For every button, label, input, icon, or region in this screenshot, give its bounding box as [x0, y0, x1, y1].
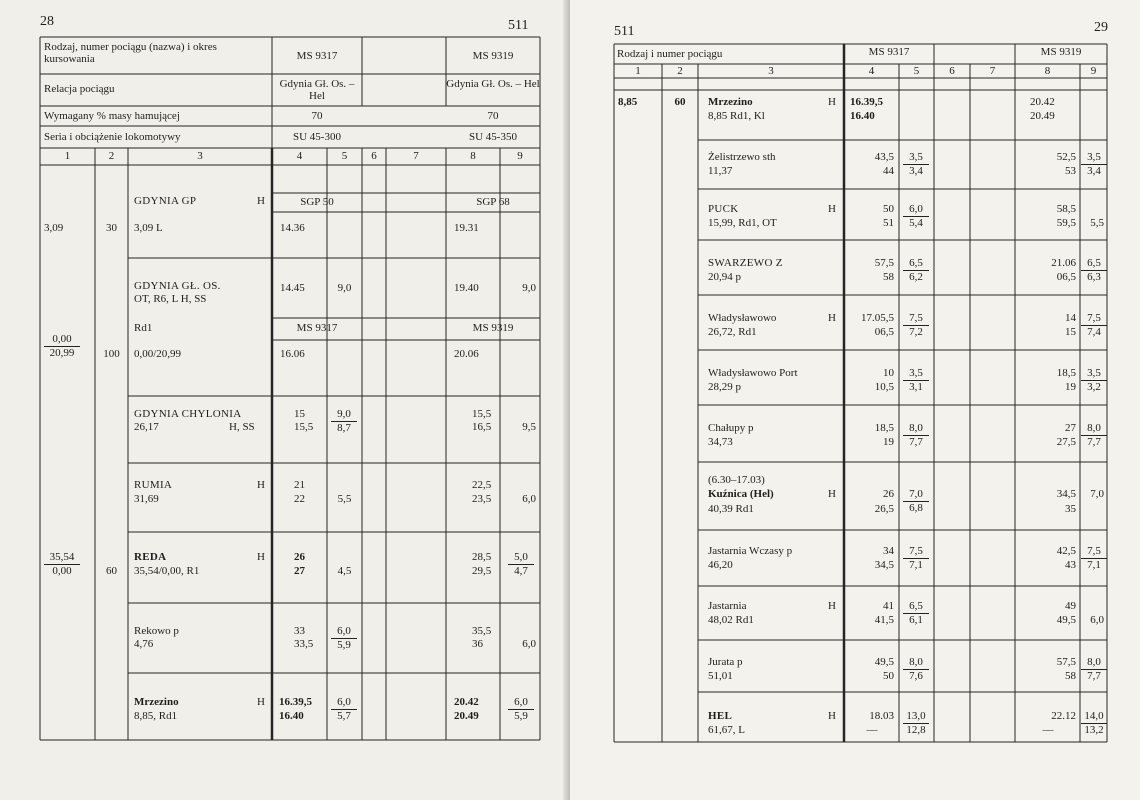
time-b2: 20.49 [1030, 110, 1055, 122]
run-fraction-a: $\frac{7,0}{6,8}$ [903, 488, 929, 515]
time-a: 16.06 [280, 348, 305, 360]
col-num: 9 [1090, 65, 1097, 77]
time-b2: — [1042, 724, 1054, 736]
speed-value: 100 [103, 348, 120, 360]
table-number-right: 511 [614, 24, 635, 39]
station-flag: H [257, 696, 265, 708]
station-flag: H, SS [229, 421, 255, 433]
station-name: GDYNIA CHYLONIA [134, 408, 242, 420]
time-b2: 29,5 [472, 565, 492, 577]
time-a2: 34,5 [874, 559, 894, 571]
station-flag: H [828, 600, 836, 612]
station-name: Kuźnica (Hel) [708, 488, 774, 500]
station-km: 26,17 [134, 421, 159, 433]
run-fraction-b: $\frac{3,5}{3,4}$ [1081, 151, 1107, 178]
brake-a: 70 [311, 110, 323, 122]
time-b: 15,5 [472, 408, 492, 420]
section-label-a: SGP 50 [300, 196, 334, 208]
time-b2: 06,5 [1056, 271, 1076, 283]
station-name: Rekowo p [134, 625, 179, 637]
col-num: 1 [635, 65, 641, 77]
time-a2: 51 [883, 217, 894, 229]
run-b: 5,5 [1090, 217, 1104, 229]
header-brake-label: Wymagany % masy hamującej [44, 110, 180, 122]
run-b: 6,0 [522, 493, 536, 505]
time-a2: 50 [883, 670, 894, 682]
run-fraction-b: $\frac{7,5}{7,4}$ [1081, 312, 1107, 339]
train-number-a: MS 9317 [868, 46, 910, 58]
time-b: 19.40 [454, 282, 479, 294]
speed-value: 30 [106, 222, 117, 234]
header-train-type-label: Rodzaj, numer pociągu (nazwa) i okres kursowania [44, 41, 217, 65]
station-flag: H [828, 710, 836, 722]
station-flag: H [828, 488, 836, 500]
time-a: 15 [294, 408, 305, 420]
run-fraction-a: $\frac{6,0}{5,4}$ [903, 203, 929, 230]
col-num: 7 [989, 65, 996, 77]
time-b: 14 [1065, 312, 1076, 324]
time-a: 21 [294, 479, 305, 491]
time-b2: 15 [1065, 326, 1076, 338]
time-b: 34,5 [1056, 488, 1076, 500]
time-a: 26 [294, 551, 305, 563]
run-b: 9,5 [522, 421, 536, 433]
time-a: 43,5 [874, 151, 894, 163]
train-number-b: MS 9319 [1040, 46, 1082, 58]
time-b2: 59,5 [1056, 217, 1076, 229]
station-km: 61,67, L [708, 724, 745, 736]
col-num: 4 [296, 150, 303, 162]
time-a: 57,5 [874, 257, 894, 269]
time-b2: 19 [1065, 381, 1076, 393]
station-period: (6.30–17.03) [708, 474, 765, 486]
station-name: Żelistrzewo sth [708, 151, 776, 163]
run-a: 4,5 [337, 565, 352, 577]
col-num: 2 [108, 150, 115, 162]
station-name: Jurata p [708, 656, 743, 668]
run-fraction-a: $\frac{3,5}{3,1}$ [903, 367, 929, 394]
time-a: 17.05,5 [861, 312, 894, 324]
time-b2: 27,5 [1056, 436, 1076, 448]
time-b2: 16,5 [472, 421, 492, 433]
speed-value: 60 [674, 96, 686, 108]
run-fraction-b: $\frac{8,0}{7,7}$ [1081, 656, 1107, 683]
header-loco-label: Seria i obciążenie lokomotywy [44, 131, 181, 143]
relation-a: Gdynia Gł. Os. – Hel [279, 78, 355, 102]
section-label-b: SGP 68 [476, 196, 510, 208]
run-b: 9,0 [522, 282, 536, 294]
time-b2: 36 [472, 638, 483, 650]
station-name: HEL [708, 710, 733, 722]
time-b2: 53 [1065, 165, 1076, 177]
station-km: 15,99, Rd1, OT [708, 217, 777, 229]
station-km: 34,73 [708, 436, 733, 448]
col-num: 5 [913, 65, 920, 77]
time-b: 20.06 [454, 348, 479, 360]
col-num: 4 [868, 65, 875, 77]
station-name: Mrzezino [708, 96, 753, 108]
station-name: Jastarnia Wczasy p [708, 545, 793, 557]
time-b2: 20.49 [454, 710, 479, 722]
station-km: 46,20 [708, 559, 733, 571]
station-name: RUMIA [134, 479, 173, 491]
time-b: 49 [1065, 600, 1076, 612]
time-a2: 16.40 [850, 110, 875, 122]
run-fraction-a: $\frac{6,0}{5,7}$ [331, 696, 357, 723]
col-num: 3 [768, 65, 774, 77]
station-flag: H [257, 195, 265, 207]
time-a: 34 [883, 545, 894, 557]
time-a2: 15,5 [294, 421, 314, 433]
col-num: 3 [197, 150, 203, 162]
time-a: 14.36 [280, 222, 305, 234]
run-b: 6,0 [1090, 614, 1104, 626]
time-a2: 27 [294, 565, 305, 577]
col-num: 9 [517, 150, 523, 162]
station-name: Jastarnia [708, 600, 747, 612]
col-num: 6 [949, 65, 955, 77]
page-number-right: 29 [1094, 20, 1108, 35]
loco-b: SU 45-350 [469, 131, 517, 143]
station-extra: Rd1 [134, 322, 153, 334]
station-flag: H [257, 479, 265, 491]
station-name: PUCK [708, 203, 739, 215]
time-a2: 16.40 [279, 710, 304, 722]
section-label-b: MS 9319 [472, 322, 514, 334]
relation-b: Gdynia Gł. Os. – Hel [446, 78, 540, 90]
run-fraction-a: $\frac{8,0}{7,6}$ [903, 656, 929, 683]
time-b: 58,5 [1056, 203, 1076, 215]
run-fraction-a: $\frac{6,0}{5,9}$ [331, 625, 357, 652]
time-a: 16.39,5 [279, 696, 312, 708]
run-fraction-a: $\frac{6,5}{6,1}$ [903, 600, 929, 627]
col-num: 8 [1044, 65, 1051, 77]
station-km: 40,39 Rd1 [708, 503, 754, 515]
run-a: 9,0 [337, 282, 352, 294]
km-fraction: $\frac{35,54}{0,00}$ [44, 551, 80, 578]
run-b: 6,0 [522, 638, 536, 650]
run-fraction-b: $\frac{5,0}{4,7}$ [508, 551, 534, 578]
station-name: GDYNIA GŁ. OS. [134, 280, 221, 292]
run-fraction-b: $\frac{8,0}{7,7}$ [1081, 422, 1107, 449]
time-a: 33 [294, 625, 305, 637]
time-a: 18,5 [874, 422, 894, 434]
station-km: 51,01 [708, 670, 733, 682]
run-fraction-b: $\frac{7,5}{7,1}$ [1081, 545, 1107, 572]
station-km: 8,85, Rd1 [134, 710, 178, 722]
time-b: 28,5 [472, 551, 492, 563]
time-a: 10 [883, 367, 894, 379]
run-b: 7,0 [1090, 488, 1104, 500]
train-number-b: MS 9319 [472, 50, 514, 62]
time-a: 49,5 [874, 656, 894, 668]
time-b2: 43 [1065, 559, 1076, 571]
time-a2: 33,5 [294, 638, 314, 650]
right-page [570, 0, 1140, 800]
time-b2: 23,5 [472, 493, 492, 505]
time-a2: — [866, 724, 878, 736]
time-a2: 44 [883, 165, 894, 177]
time-b2: 58 [1065, 670, 1076, 682]
time-a: 16.39,5 [850, 96, 883, 108]
station-name: Władysławowo [708, 312, 777, 324]
time-a: 14.45 [280, 282, 305, 294]
col-num: 8 [470, 150, 476, 162]
station-name: SWARZEWO Z [708, 257, 783, 269]
run-fraction-b: $\frac{6,5}{6,3}$ [1081, 257, 1107, 284]
km-fraction: $\frac{0,00}{20,99}$ [44, 333, 80, 360]
run-fraction-b: $\frac{3,5}{3,2}$ [1081, 367, 1107, 394]
run-fraction-b: $\frac{6,0}{5,9}$ [508, 696, 534, 723]
brake-b: 70 [487, 110, 499, 122]
time-b: 35,5 [472, 625, 492, 637]
time-b: 42,5 [1056, 545, 1076, 557]
run-fraction-a: $\frac{7,5}{7,1}$ [903, 545, 929, 572]
time-a: 41 [883, 600, 894, 612]
time-b: 19.31 [454, 222, 479, 234]
page-number-left: 28 [40, 14, 54, 29]
run-fraction-b: $\frac{14,0}{13,2}$ [1081, 710, 1107, 737]
time-b: 27 [1065, 422, 1076, 434]
station-flag: H [828, 96, 836, 108]
station-flag: H [257, 551, 265, 563]
time-b: 18,5 [1056, 367, 1076, 379]
station-km: 26,72, Rd1 [708, 326, 757, 338]
km-value: 8,85 [618, 96, 638, 108]
run-fraction-a: $\frac{13,0}{12,8}$ [903, 710, 929, 737]
time-a: 26 [883, 488, 894, 500]
col-num: 2 [677, 65, 683, 77]
time-b: 20.42 [454, 696, 479, 708]
station-km: 28,29 p [708, 381, 741, 393]
station-km: 48,02 Rd1 [708, 614, 754, 626]
run-fraction-a: $\frac{9,0}{8,7}$ [331, 408, 357, 435]
time-a2: 10,5 [874, 381, 894, 393]
time-b: 52,5 [1056, 151, 1076, 163]
run-fraction-a: $\frac{8,0}{7,7}$ [903, 422, 929, 449]
station-name: Władysławowo Port [708, 367, 798, 379]
station-name: Chałupy p [708, 422, 754, 434]
time-a2: 58 [883, 271, 894, 283]
time-b: 20.42 [1030, 96, 1055, 108]
station-km: OT, R6, L H, SS [134, 293, 207, 305]
station-km: 0,00/20,99 [134, 348, 182, 360]
run-fraction-a: $\frac{3,5}{3,4}$ [903, 151, 929, 178]
time-b2: 49,5 [1056, 614, 1076, 626]
station-km: 20,94 p [708, 271, 741, 283]
time-b: 22,5 [472, 479, 492, 491]
train-number-a: MS 9317 [296, 50, 338, 62]
time-b: 21.06 [1051, 257, 1076, 269]
time-a: 50 [883, 203, 894, 215]
run-fraction-a: $\frac{7,5}{7,2}$ [903, 312, 929, 339]
station-km: 4,76 [134, 638, 154, 650]
run-fraction-a: $\frac{6,5}{6,2}$ [903, 257, 929, 284]
km-value: 3,09 [44, 222, 64, 234]
station-km: 8,85 Rd1, Kl [708, 110, 765, 122]
col-num: 5 [341, 150, 348, 162]
speed-value: 60 [106, 565, 117, 577]
time-a2: 22 [294, 493, 305, 505]
header-relation-label: Relacja pociągu [44, 83, 115, 95]
station-name: REDA [134, 551, 167, 563]
time-a2: 41,5 [874, 614, 894, 626]
loco-a: SU 45-300 [293, 131, 341, 143]
time-a2: 26,5 [874, 503, 894, 515]
header-train-type-label: Rodzaj i numer pociągu [617, 48, 723, 60]
station-flag: H [828, 312, 836, 324]
run-a: 5,5 [337, 493, 352, 505]
time-b2: 35 [1065, 503, 1076, 515]
col-num: 6 [371, 150, 377, 162]
time-b: 57,5 [1056, 656, 1076, 668]
station-km: 3,09 L [134, 222, 163, 234]
col-num: 1 [64, 150, 71, 162]
station-name: GDYNIA GP [134, 195, 197, 207]
station-km: 31,69 [134, 493, 159, 505]
station-name: Mrzezino [134, 696, 179, 708]
station-km: 11,37 [708, 165, 733, 177]
time-a2: 19 [883, 436, 894, 448]
station-km: 35,54/0,00, R1 [134, 565, 200, 577]
station-flag: H [828, 203, 836, 215]
time-a: 18.03 [869, 710, 894, 722]
time-b: 22.12 [1051, 710, 1076, 722]
time-a2: 06,5 [874, 326, 894, 338]
section-label-a: MS 9317 [296, 322, 338, 334]
col-num: 7 [413, 150, 419, 162]
table-number-left: 511 [508, 18, 529, 33]
